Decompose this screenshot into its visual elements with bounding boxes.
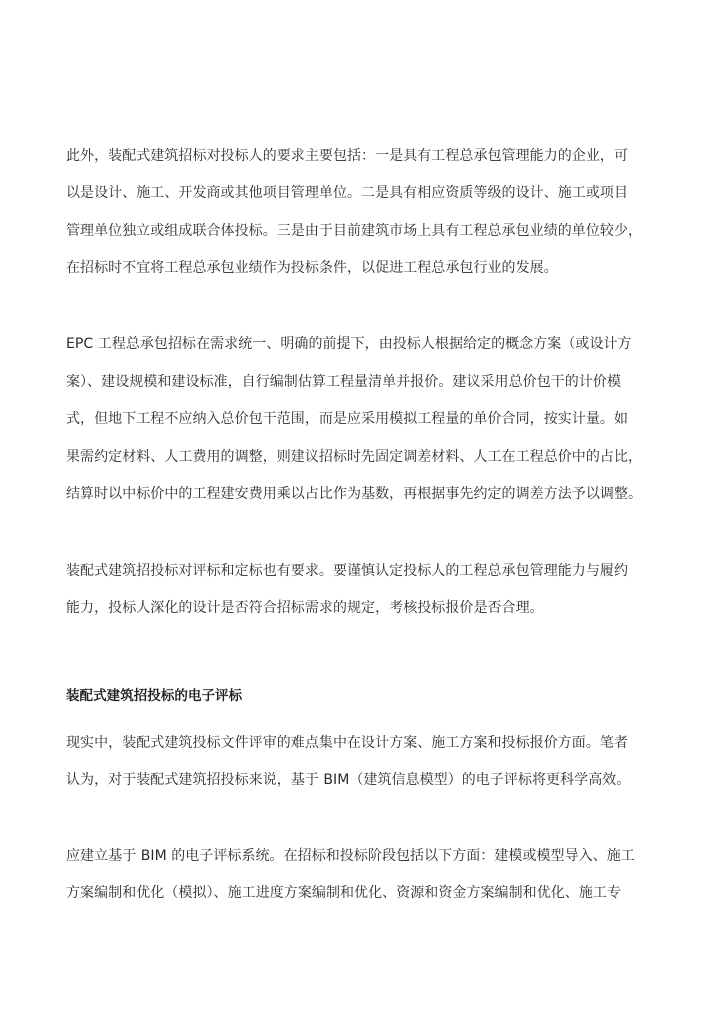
paragraph-line: 式，但地下工程不应纳入总价包干范围，而是应采用模拟工程量的单价合同，按实计量。如: [66, 411, 628, 427]
paragraph-line: 现实中，装配式建筑投标文件评审的难点集中在设计方案、施工方案和投标报价方面。笔者: [66, 735, 628, 751]
paragraph-line: 此外，装配式建筑招标对投标人的要求主要包括：一是具有工程总承包管理能力的企业，可: [66, 148, 628, 164]
paragraph-line: 方案编制和优化（模拟）、施工进度方案编制和优化、资源和资金方案编制和优化、施工专: [66, 885, 621, 901]
paragraph-line: 以是设计、施工、开发商或其他项目管理单位。二是具有相应资质等级的设计、施工或项目: [66, 185, 628, 201]
paragraph-line: 装配式建筑招投标对评标和定标也有要求。要谨慎认定投标人的工程总承包管理能力与履约: [66, 563, 628, 579]
paragraph-line: EPC 工程总承包招标在需求统一、明确的前提下，由投标人根据给定的概念方案（或设计方: [66, 336, 632, 352]
section-heading: 装配式建筑招投标的电子评标: [66, 688, 243, 704]
paragraph-line: 果需约定材料、人工费用的调整，则建议招标时先固定调差材料、人工在工程总价中的占比，: [66, 449, 643, 465]
paragraph-line: 案）、建设规模和建设标准，自行编制估算工程量清单并报价。建议采用总价包干的计价模: [66, 374, 621, 390]
paragraph-line: 应建立基于 BIM 的电子评标系统。在招标和投标阶段包括以下方面：建模或模型导入、施工: [66, 848, 635, 864]
paragraph-line: 管理单位独立或组成联合体投标。三是由于目前建筑市场上具有工程总承包业绩的单位较少，: [66, 223, 643, 239]
paragraph-line: 能力，投标人深化的设计是否符合招标需求的规定，考核投标报价是否合理。: [66, 600, 544, 616]
paragraph-line: 结算时以中标价中的工程建安费用乘以占比作为基数，再根据事先约定的调差方法予以调整。: [66, 486, 643, 502]
paragraph-line: 在招标时不宜将工程总承包业绩作为投标条件，以促进工程总承包行业的发展。: [66, 260, 558, 276]
paragraph-line: 认为，对于装配式建筑招投标来说，基于 BIM（建筑信息模型）的电子评标将更科学高效。: [66, 772, 631, 788]
